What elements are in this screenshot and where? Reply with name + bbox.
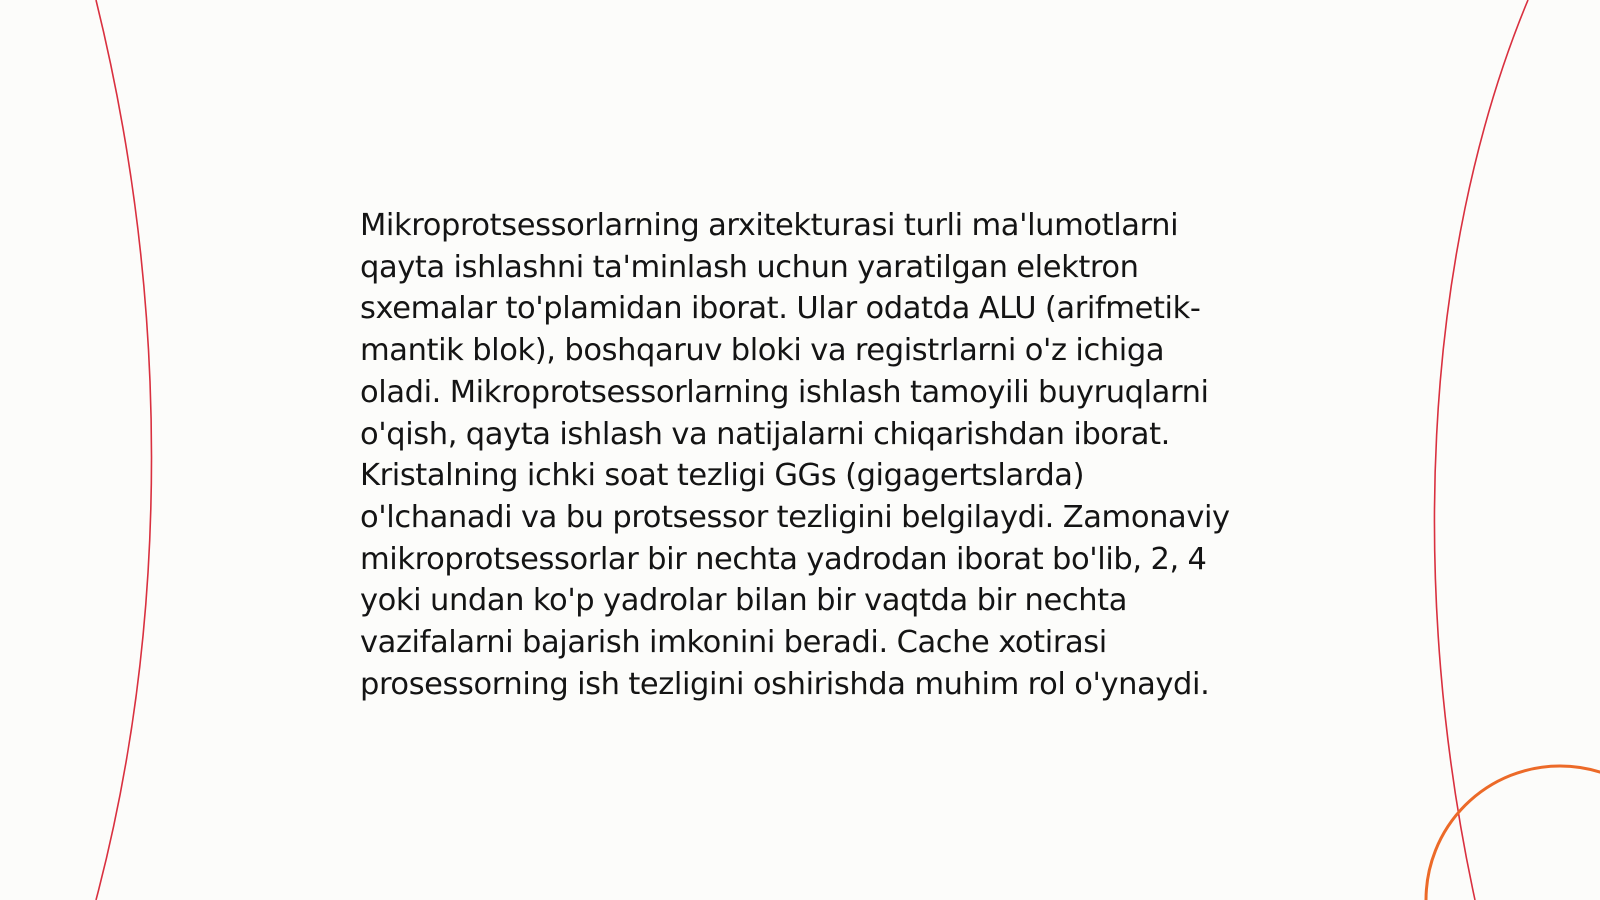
slide-body-text: Mikroprotsessorlarning arxitekturasi turli ma'lumotlarni qayta ishlashni ta'minlash uchun yaratilgan elektron sxemalar to'plamidan iborat. Ular odatda ALU (arifmetik-mantik blok), boshqaruv bloki va registrlarni o'z ichiga oladi. Mikroprotsessorlarning ishlash tamoyili buyruqlarni o'qish, qayta ishlash va natijalarni chiqarishdan iborat. Kristalning ichki soat tezligi GGs (gigagertslarda) o'lchanadi va bu protsessor tezligini belgilaydi. Zamonaviy mikroprotsessorlar bir nechta yadrodan iborat bo'lib, 2, 4 yoki undan ko'p yadrolar bilan bir vaqtda bir nechta vazifalarni bajarish imkonini beradi. Cache xotirasi prosessorning ish tezligini oshirishda muhim rol o'ynaydi. xyxy=(360,208,1230,702)
left-curve-line xyxy=(96,0,152,900)
corner-circle-outline xyxy=(1426,766,1600,900)
right-curve-line xyxy=(1434,0,1528,900)
